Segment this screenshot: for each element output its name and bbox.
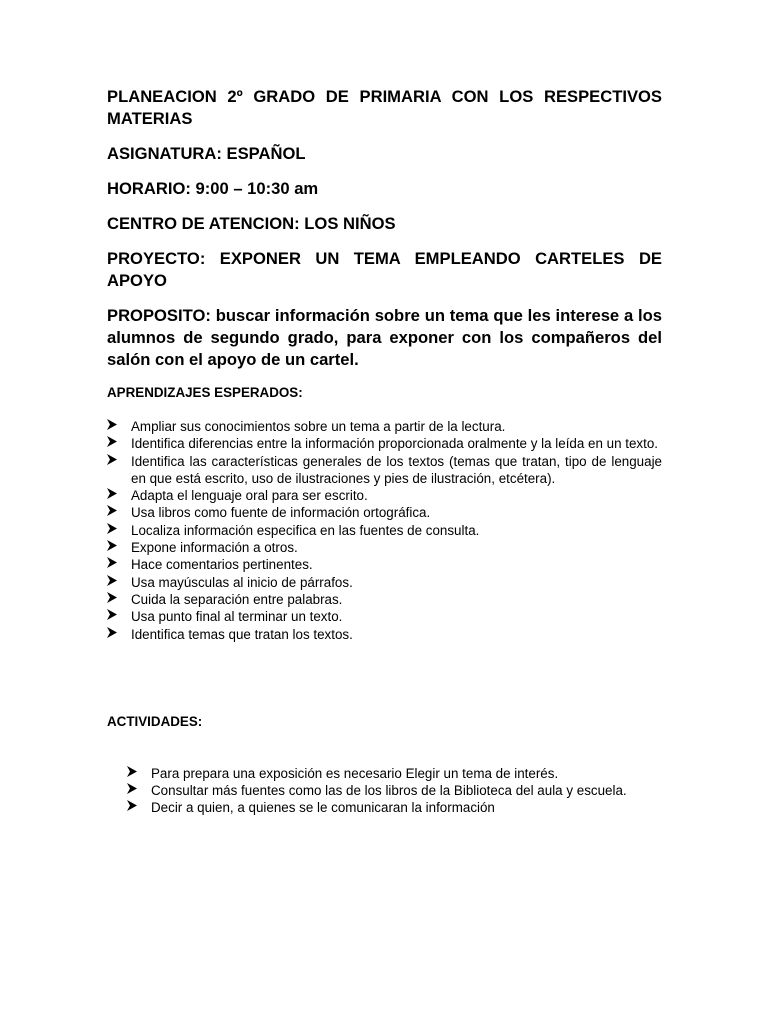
arrowhead-bullet-icon [107, 539, 121, 556]
list-item [107, 626, 662, 643]
list-item-text: Adapta el lenguaje oral para ser escrito. [131, 488, 368, 504]
arrowhead-bullet-icon [127, 782, 141, 799]
document-title: PLANEACION 2º GRADO DE PRIMARIA CON LOS RESPECTIVOS MATERIAS [107, 87, 662, 128]
list-item-text: Usa mayúsculas al inicio de párrafos. [131, 574, 353, 590]
list-item-text: Usa punto final al terminar un texto. [131, 609, 343, 625]
list-item-text: Identifica las características generales de los textos (temas que tratan, tipo de lenguaje en que está escrito, uso de ilustraciones y pies de ilustración, etcétera). [131, 453, 662, 486]
expected-learning-list [107, 418, 662, 643]
activities-title: ACTIVIDADES: [107, 713, 203, 729]
arrowhead-bullet-icon [107, 626, 121, 643]
focus-line: CENTRO DE ATENCION: LOS NIÑOS [107, 214, 396, 233]
list-item-text: Identifica diferencias entre la información proporcionada oralmente y la leída en un texto. [131, 436, 659, 452]
arrowhead-bullet-icon [107, 556, 121, 573]
list-item [127, 799, 662, 816]
arrowhead-bullet-icon [107, 591, 121, 608]
list-item [107, 435, 662, 452]
subject-line: ASIGNATURA: ESPAÑOL [107, 144, 306, 163]
arrowhead-bullet-icon [107, 487, 121, 504]
list-item-text: Expone información a otros. [131, 540, 298, 556]
list-item-text: Decir a quien, a quienes se le comunicaran la información [151, 800, 495, 816]
arrowhead-bullet-icon [107, 574, 121, 591]
list-item [107, 487, 662, 504]
list-item [127, 765, 662, 782]
list-item [127, 782, 662, 799]
list-item-text: Cuida la separación entre palabras. [131, 591, 343, 607]
list-item [107, 522, 662, 539]
expected-learning-title: APRENDIZAJES ESPERADOS: [107, 385, 303, 400]
list-item-text: Identifica temas que tratan los textos. [131, 626, 353, 642]
schedule-line: HORARIO: 9:00 – 10:30 am [107, 179, 319, 198]
list-item-text: Para prepara una exposición es necesario Elegir un tema de interés. [151, 765, 559, 781]
list-item [107, 453, 662, 488]
arrowhead-bullet-icon [107, 453, 121, 470]
list-item-text: Ampliar sus conocimientos sobre un tema a partir de la lectura. [131, 419, 506, 434]
list-item [107, 591, 662, 608]
list-item [107, 504, 662, 521]
arrowhead-bullet-icon [127, 799, 141, 816]
list-item-text: Hace comentarios pertinentes. [131, 557, 313, 573]
arrowhead-bullet-icon [107, 435, 121, 452]
purpose-paragraph: PROPOSITO: buscar información sobre un tema que les interese a los alumnos de segundo grado, para exponer con los compañeros del salón con el apoyo de un cartel. [107, 306, 662, 369]
document-page [107, 86, 662, 817]
list-item [107, 556, 662, 573]
arrowhead-bullet-icon [107, 522, 121, 539]
list-item [107, 574, 662, 591]
list-item [107, 608, 662, 625]
list-item [107, 418, 662, 435]
list-item [107, 539, 662, 556]
arrowhead-bullet-icon [127, 765, 141, 782]
arrowhead-bullet-icon [107, 504, 121, 521]
activities-list [107, 765, 662, 817]
list-item-text: Consultar más fuentes como las de los libros de la Biblioteca del aula y escuela. [151, 783, 627, 799]
arrowhead-bullet-icon [107, 418, 121, 435]
arrowhead-bullet-icon [107, 608, 121, 625]
list-item-text: Localiza información especifica en las fuentes de consulta. [131, 522, 480, 538]
list-item-text: Usa libros como fuente de información ortográfica. [131, 505, 431, 521]
project-line: PROYECTO: EXPONER UN TEMA EMPLEANDO CARTELES DE APOYO [107, 249, 662, 290]
